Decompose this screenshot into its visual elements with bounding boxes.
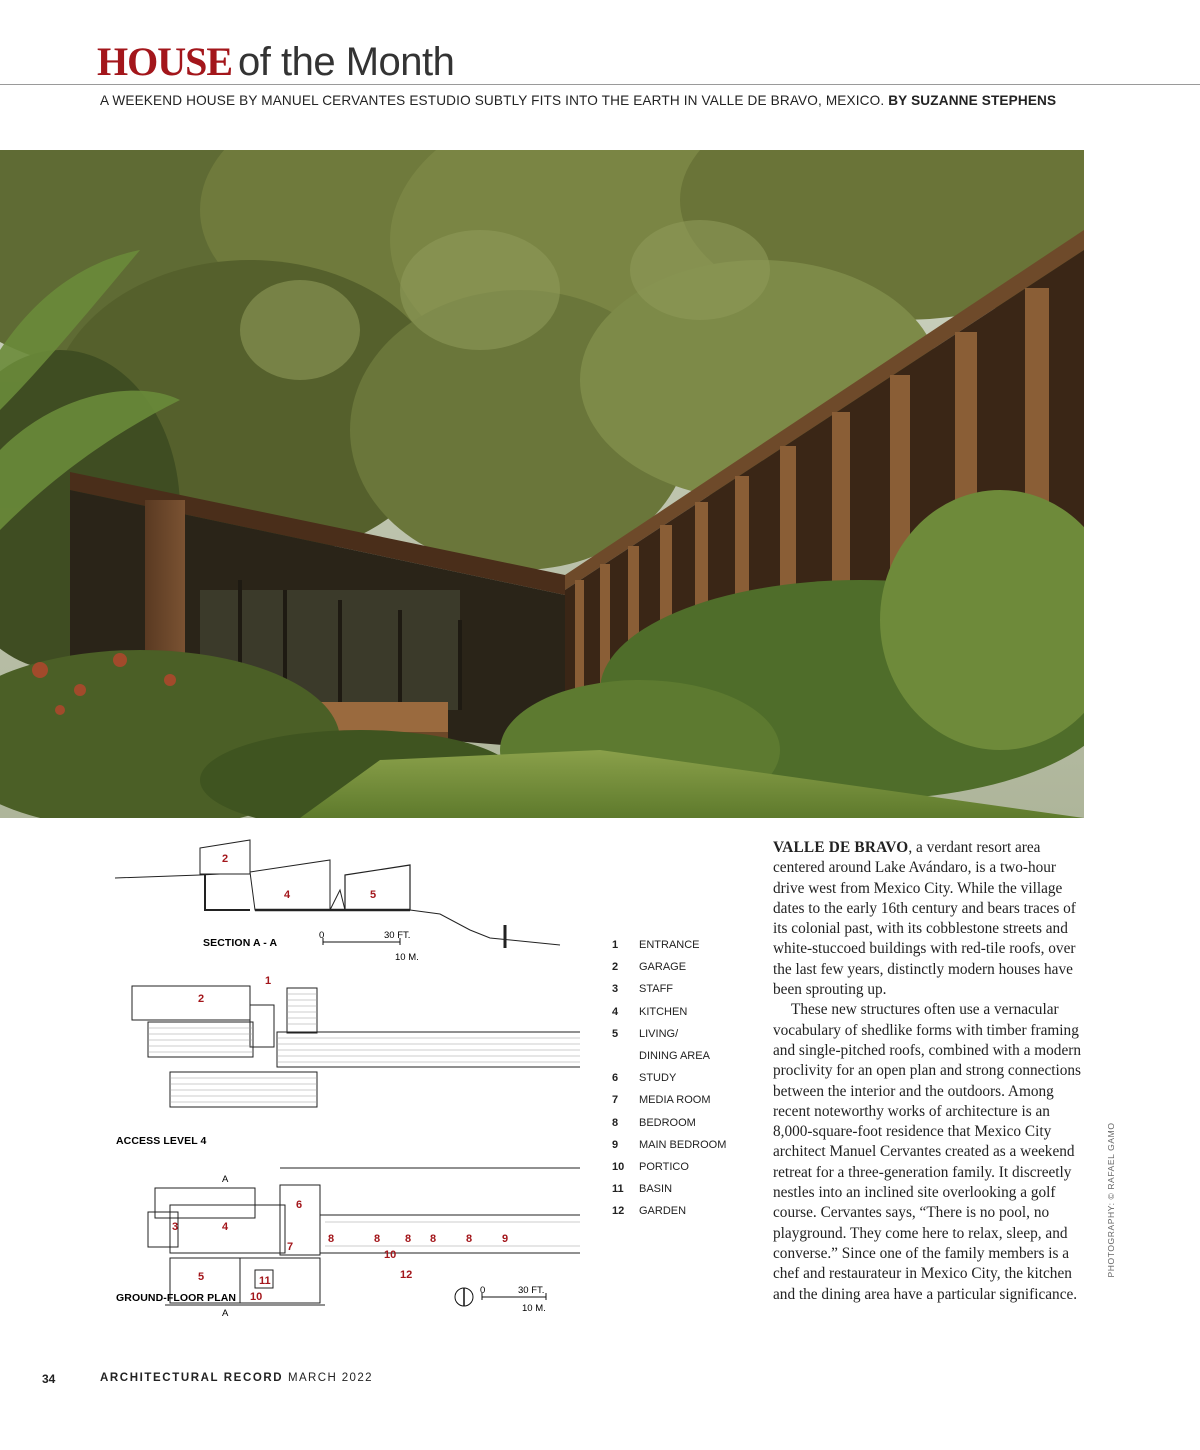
deck <box>100 93 1056 108</box>
legend-item <box>612 956 762 978</box>
gf-room-7: 7 <box>287 1241 294 1253</box>
gf-room-12: 12 <box>400 1269 413 1281</box>
legend-item <box>612 1067 762 1089</box>
gf-room-8d: 8 <box>430 1233 437 1245</box>
legend-item <box>612 1001 762 1023</box>
gf-room-9: 9 <box>502 1233 509 1245</box>
legend-number: 5 <box>612 1027 619 1040</box>
gf-scale-zero: 0 <box>480 1285 486 1296</box>
ground-floor-drawing <box>100 1160 580 1320</box>
gf-scale-ft: 30 FT. <box>518 1285 545 1296</box>
article-lead-in: VALLE DE BRAVO <box>773 839 909 856</box>
page-number: 34 <box>42 1372 56 1386</box>
gf-section-marker-top: A <box>222 1174 229 1185</box>
deck-text: A WEEKEND HOUSE BY MANUEL CERVANTES ESTUDIO SUBTLY FITS INTO THE EARTH IN VALLE DE BRAVO, MEXICO. <box>100 93 885 108</box>
legend-number: 3 <box>612 983 619 996</box>
access-room-1: 1 <box>265 975 272 987</box>
legend-label: KITCHEN <box>639 1005 688 1018</box>
ground-floor-label: GROUND-FLOOR PLAN <box>116 1292 237 1304</box>
gf-room-8c: 8 <box>405 1233 412 1245</box>
gf-room-8e: 8 <box>466 1233 473 1245</box>
header-rule <box>0 84 1200 85</box>
access-level-drawing <box>100 970 580 1150</box>
legend-item <box>612 1045 762 1067</box>
legend-item <box>612 1134 762 1156</box>
article-para-1-text: , a verdant resort area centered around Lake Avándaro, is a two-hour drive west from Mexico City. While the village dates to the early 16th century and bears traces of its colonial past, with its cobblestone streets and white-stuccoed buildings with red-tile roofs, over the last few years, distinctly modern houses have been sprouting up. <box>773 839 1076 999</box>
section-scale-zero: 0 <box>319 930 325 941</box>
section-room-4: 4 <box>284 889 291 901</box>
legend-label: STAFF <box>639 983 674 996</box>
legend-label: DINING AREA <box>639 1050 710 1063</box>
legend-item <box>612 1156 762 1178</box>
legend-number: 8 <box>612 1116 619 1129</box>
legend-number: 1 <box>612 939 619 951</box>
legend-number <box>612 1045 639 1067</box>
gf-room-10a: 10 <box>384 1249 397 1261</box>
legend-number: 7 <box>612 1094 619 1107</box>
legend-item <box>612 978 762 1000</box>
legend-label: GARAGE <box>639 961 687 974</box>
article-para-2: These new structures often use a vernacular vocabulary of shedlike forms with timber framing and single-pitched roofs, combined with a modern proclivity for an open plan and strong connections between the interior and the outdoors. Among recent noteworthy works of architecture is an 8,000-square-foot residence that Mexico City architect Manuel Cervantes created as a weekend retreat for a three-generation family. It discreetly nestles into an inclined site overlooking a golf course. Cervantes says, “There is no pool, no playground. They come here to relax, sleep, and converse.” Since one of the family members is a chef and restaurateur in Mexico City, the kitchen and the dining area have a particular significance. <box>773 1001 1081 1303</box>
legend-label: PORTICO <box>639 1161 689 1174</box>
section-room-5: 5 <box>370 889 377 901</box>
issue-date: MARCH 2022 <box>288 1372 373 1384</box>
legend-number: 6 <box>612 1072 619 1085</box>
plan-legend <box>612 934 762 1223</box>
byline: BY SUZANNE STEPHENS <box>888 93 1057 108</box>
ground-floor-plan <box>100 1160 580 1320</box>
house-photo <box>0 150 1084 818</box>
legend-item <box>612 1089 762 1111</box>
gf-room-6: 6 <box>296 1199 303 1211</box>
photo-credit <box>1103 1122 1119 1310</box>
gf-room-11: 11 <box>259 1275 271 1287</box>
section-room-2: 2 <box>222 853 229 865</box>
legend-label: BASIN <box>639 1183 673 1196</box>
section-scale-m: 10 M. <box>395 952 419 963</box>
legend-number: 10 <box>612 1161 625 1174</box>
house-photo-illustration <box>0 150 1084 818</box>
section-scale-ft: 30 FT. <box>384 930 411 941</box>
legend-label: MEDIA ROOM <box>639 1094 711 1107</box>
gf-room-4: 4 <box>222 1221 229 1233</box>
legend-item <box>612 934 762 956</box>
access-room-2: 2 <box>198 993 205 1005</box>
article-para-1 <box>773 838 1085 1000</box>
section-label: SECTION A - A <box>203 937 278 949</box>
legend-label: STUDY <box>639 1072 677 1085</box>
legend-label: GARDEN <box>639 1205 687 1218</box>
section-title-house: HOUSE <box>97 39 233 84</box>
access-level-plan <box>100 970 580 1150</box>
access-level-label: ACCESS LEVEL 4 <box>116 1135 207 1147</box>
legend-number: 12 <box>612 1205 625 1218</box>
article-body <box>773 838 1085 1305</box>
gf-room-5: 5 <box>198 1271 205 1283</box>
legend-label: MAIN BEDROOM <box>639 1138 727 1151</box>
legend-item <box>612 1023 762 1045</box>
legend-item <box>612 1178 762 1200</box>
legend-number: 11 <box>612 1183 624 1196</box>
section-title-rest: of the Month <box>238 40 455 84</box>
gf-room-3: 3 <box>172 1221 179 1233</box>
legend-item <box>612 1112 762 1134</box>
legend-label: LIVING/ <box>639 1027 679 1040</box>
legend-number: 9 <box>612 1138 619 1151</box>
photo-credit-text: PHOTOGRAPHY: © RAFAEL GAMO <box>1106 1122 1116 1278</box>
gf-room-8a: 8 <box>328 1233 335 1245</box>
gf-room-10b: 10 <box>250 1291 263 1303</box>
legend-item <box>612 1200 762 1222</box>
legend-label: BEDROOM <box>639 1116 696 1129</box>
section-title <box>97 38 454 86</box>
gf-section-marker-bottom: A <box>222 1308 229 1319</box>
legend-number: 4 <box>612 1005 619 1018</box>
publication-name: ARCHITECTURAL RECORD <box>100 1372 284 1384</box>
gf-room-8b: 8 <box>374 1233 381 1245</box>
legend-label: ENTRANCE <box>639 939 700 951</box>
legend-number: 2 <box>612 961 619 974</box>
gf-scale-m: 10 M. <box>522 1303 546 1314</box>
